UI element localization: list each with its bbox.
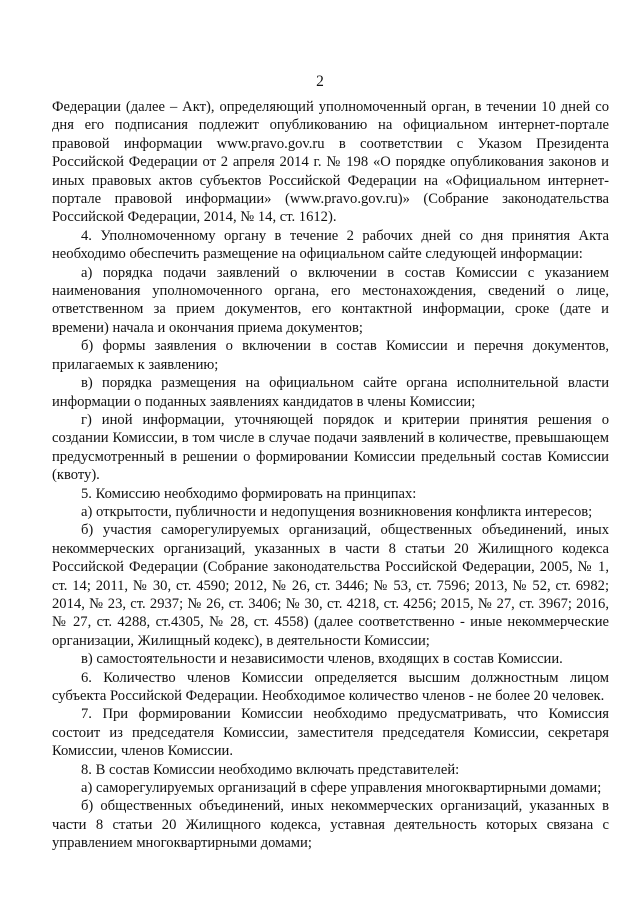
paragraph-item-4b: б) формы заявления о включении в состав Комиссии и перечня документов, прилагаемых к заявлению; — [52, 338, 609, 373]
paragraph-item-8a: а) саморегулируемых организаций в сфере управления многоквартирными домами; — [81, 780, 602, 797]
document-body — [52, 98, 609, 853]
paragraph-item-5: 5. Комиссию необходимо формировать на принципах: — [81, 485, 417, 502]
paragraph-item-5v: в) самостоятельности и независимости членов, входящих в состав Комиссии. — [81, 651, 563, 668]
paragraph-item-5b: б) участия саморегулируемых организаций, общественных объединений, иных некоммерческих организаций, указанных в части 8 статьи 20 Жилищного кодекса Российской Федерации (Собрание законодательства Российской Федерации, 2005, № 1, ст. 14; 2011, № 30, ст. 4590; 2012, № 26, ст. 3446; № 53, ст. 7596; 2013, № 52, ст. 6982; 2014, № 23, ст. 2937; № 26, ст. 3406; № 30, ст. 4218, ст. 4256; 2015, № 27, ст. 3967; 2016, № 27, ст. 4288, ст.4305, № 28, ст. 4558) (далее соответственно - иные некоммерческие организации, Жилищный кодекс), в деятельности Комиссии; — [52, 522, 609, 649]
paragraph-act-publication: Федерации (далее – Акт), определяющий уполномоченный орган, в течении 10 дней со дня его подписания подлежит опубликованию на официальном интернет-портале правовой информации www.pravo.gov.ru в соответствии с Указом Президента Российской Федерации от 2 апреля 2014 г. № 198 «О порядке опубликования законов и иных правовых актов субъектов Российской Федерации на «Официальном интернет-портале правовой информации» (www.pravo.gov.ru)» (Собрание законодательства Российской Федерации, 2014, № 14, ст. 1612). — [52, 99, 609, 226]
paragraph-item-8b: б) общественных объединений, иных некоммерческих организаций, указанных в части 8 статьи 20 Жилищного кодекса, уставная деятельность которых связана с управлением многоквартирными домами; — [52, 798, 609, 852]
page-number: 2 — [316, 73, 324, 90]
paragraph-item-5a: а) открытости, публичности и недопущения возникновения конфликта интересов; — [81, 503, 593, 520]
paragraph-item-4g: г) иной информации, уточняющей порядок и критерии принятия решения о создании Комиссии, в том числе в случае подачи заявлений в количестве, превышающем предусмотренный в решении о формировании Комиссии предельный состав Комиссии (квоту). — [52, 411, 609, 484]
paragraph-item-7: 7. При формировании Комиссии необходимо предусматривать, что Комиссия состоит из председателя Комиссии, заместителя председателя Комиссии, секретаря Комиссии, членов Комиссии. — [52, 706, 609, 760]
paragraph-item-4: 4. Уполномоченному органу в течение 2 рабочих дней со дня принятия Акта необходимо обеспечить размещение на официальном сайте следующей информации: — [52, 227, 609, 263]
paragraph-item-8: 8. В состав Комиссии необходимо включать представителей: — [81, 761, 460, 778]
paragraph-item-6: 6. Количество членов Комиссии определяется высшим должностным лицом субъекта Российской Федерации. Необходимое количество членов - не более 20 человек. — [52, 669, 609, 704]
paragraph-item-4a: а) порядка подачи заявлений о включении в состав Комиссии с указанием наименования уполномоченного органа, его местонахождения, сведений о лице, ответственном за прием документов, его контактной информации, сроке (дате и времени) начала и окончания приема документов; — [52, 264, 609, 336]
paragraph-item-4v: в) порядка размещения на официальном сайте органа исполнительной власти информации о поданных заявлениях кандидатов в члены Комиссии; — [52, 375, 609, 410]
